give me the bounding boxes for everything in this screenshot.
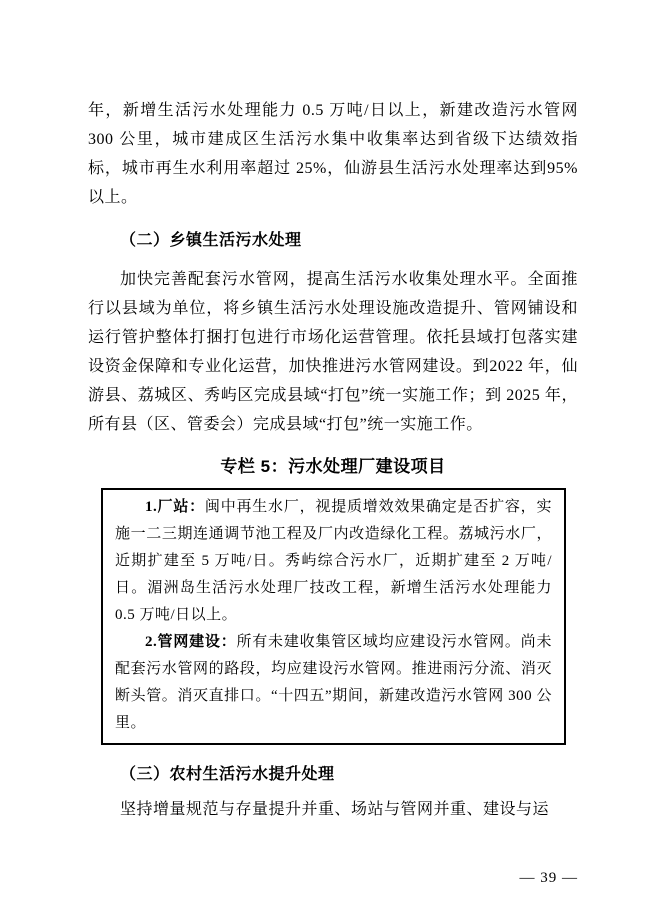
section-heading-rural: （三）农村生活污水提升处理 [120,766,335,783]
project-box [101,488,566,745]
box-item-pipeline-text: 所有未建收集管区域均应建设污水管网。尚未配套污水管网的路段，均应建设污水管网。推进雨污分流、消灭断头管。消灭直排口。“十四五”期间，新建改造污水管网 300 公里。 [115,634,552,731]
section-heading-township: （二）乡镇生活污水处理 [120,232,302,249]
document-content [88,96,578,824]
box-item-plant-text: 闽中再生水厂，视提质增效效果确定是否扩容，实施一二三期连通调节池工程及厂内改造绿化工程。荔城污水厂，近期扩建至 5 万吨/日。秀屿综合污水厂，近期扩建至 2 万吨/日。湄洲岛生活污水处理厂技改工程，新增生活污水处理能力 0.5 万吨/日以上。 [115,499,552,623]
box-item-plant [115,494,552,629]
column-box-title: 专栏 5：污水处理厂建设项目 [220,457,446,476]
box-item-pipeline [115,629,552,737]
paragraph-continuation: 年，新增生活污水处理能力 0.5 万吨/日以上，新建改造污水管网 300 公里，城市建成区生活污水集中收集率达到省级下达绩效指标，城市再生水利用率超过 25%，仙游县生活污水处理率达到95%以上。 [88,102,578,206]
box-item-plant-label: 1.厂站： [145,499,205,515]
box-item-pipeline-label: 2.管网建设： [145,634,237,650]
paragraph-rural-treatment: 坚持增量规范与存量提升并重、场站与管网并重、建设与运 [120,801,550,818]
paragraph-township-treatment: 加快完善配套污水管网，提高生活污水收集处理水平。全面推行以县域为单位，将乡镇生活污水处理设施改造提升、管网铺设和运行管护整体打捆打包进行市场化运营管理。依托县域打包落实建设资金保障和专业化运营，加快推进污水管网建设。到2022 年，仙游县、荔城区、秀屿区完成县域“打包”统一实施工作；到 2025 年，所有县（区、管委会）完成县域“打包”统一实施工作。 [88,271,578,433]
page-number: — 39 — [519,870,578,886]
